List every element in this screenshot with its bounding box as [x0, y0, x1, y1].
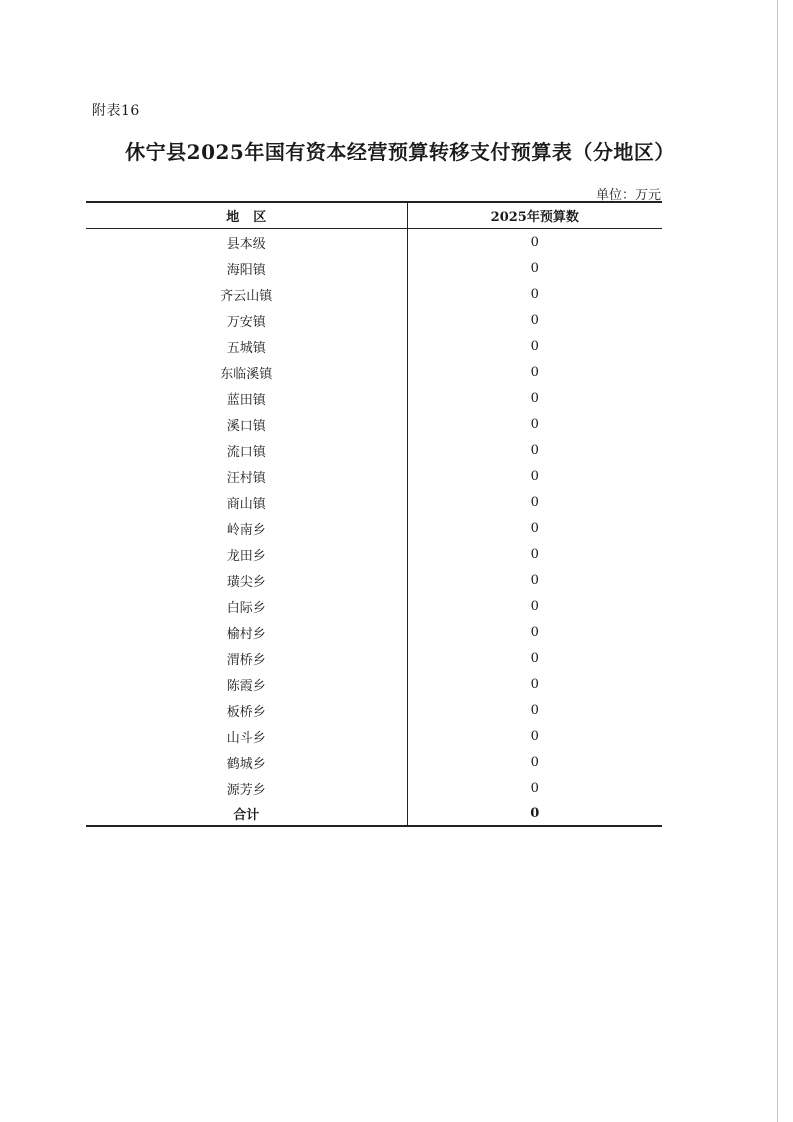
- budget-value-cell: 0: [530, 234, 539, 250]
- table-row: [86, 333, 662, 359]
- table-row: [86, 281, 662, 307]
- region-cell: 流口镇: [86, 437, 407, 463]
- table-row: [86, 463, 662, 489]
- table-row: [86, 385, 662, 411]
- total-label: 合计: [86, 801, 407, 826]
- region-cell: 蓝田镇: [86, 385, 407, 411]
- region-cell: 万安镇: [86, 307, 407, 333]
- budget-value-cell: 0: [530, 728, 539, 744]
- budget-value-cell: 0: [530, 390, 539, 406]
- total-row: [86, 801, 662, 826]
- region-cell: 陈霞乡: [86, 671, 407, 697]
- column-header-region: 地区: [86, 202, 407, 229]
- region-cell: 山斗乡: [86, 723, 407, 749]
- total-value: 0: [407, 801, 662, 826]
- table-row: [86, 255, 662, 281]
- budget-value-cell: 0: [530, 676, 539, 692]
- table-row: [86, 723, 662, 749]
- budget-value-cell: 0: [530, 754, 539, 770]
- budget-value-cell: 0: [530, 598, 539, 614]
- page-title: 休宁县2025年国有资本经营预算转移支付预算表（分地区）: [125, 140, 675, 164]
- budget-value-cell: 0: [530, 468, 539, 484]
- region-cell: 溪口镇: [86, 411, 407, 437]
- budget-value-cell: 0: [530, 286, 539, 302]
- budget-value-cell: 0: [530, 624, 539, 640]
- region-cell: 板桥乡: [86, 697, 407, 723]
- region-cell: 鹤城乡: [86, 749, 407, 775]
- table-header-row: [86, 202, 662, 229]
- table-row: [86, 645, 662, 671]
- table-row: [86, 697, 662, 723]
- budget-value-cell: 0: [530, 312, 539, 328]
- budget-value-cell: 0: [530, 702, 539, 718]
- region-cell: 璜尖乡: [86, 567, 407, 593]
- table-row: [86, 437, 662, 463]
- budget-value-cell: 0: [530, 780, 539, 796]
- scan-edge-line: [777, 0, 778, 1122]
- budget-table: [86, 201, 662, 827]
- budget-value-cell: 0: [530, 416, 539, 432]
- table-row: [86, 749, 662, 775]
- budget-value-cell: 0: [530, 572, 539, 588]
- region-cell: 海阳镇: [86, 255, 407, 281]
- table-row: [86, 541, 662, 567]
- table-row: [86, 619, 662, 645]
- budget-value-cell: 0: [530, 650, 539, 666]
- budget-value-cell: 0: [530, 260, 539, 276]
- region-cell: 汪村镇: [86, 463, 407, 489]
- table-row: [86, 775, 662, 801]
- table-row: [86, 359, 662, 385]
- budget-value-cell: 0: [530, 546, 539, 562]
- region-cell: 榆村乡: [86, 619, 407, 645]
- budget-value-cell: 0: [530, 364, 539, 380]
- region-cell: 东临溪镇: [86, 359, 407, 385]
- table-row: [86, 567, 662, 593]
- region-cell: 龙田乡: [86, 541, 407, 567]
- table-row: [86, 489, 662, 515]
- region-cell: 县本级: [86, 229, 407, 256]
- region-cell: 岭南乡: [86, 515, 407, 541]
- budget-value-cell: 0: [530, 442, 539, 458]
- appendix-label: 附表16: [92, 103, 140, 119]
- region-cell: 渭桥乡: [86, 645, 407, 671]
- table-row: [86, 671, 662, 697]
- table-row: [86, 229, 662, 256]
- table-row: [86, 593, 662, 619]
- table-row: [86, 307, 662, 333]
- region-cell: 源芳乡: [86, 775, 407, 801]
- column-header-budget: 2025年预算数: [407, 202, 662, 229]
- budget-value-cell: 0: [530, 520, 539, 536]
- region-cell: 五城镇: [86, 333, 407, 359]
- unit-label: 单位：万元: [595, 188, 661, 203]
- table-row: [86, 515, 662, 541]
- region-cell: 齐云山镇: [86, 281, 407, 307]
- table-row: [86, 411, 662, 437]
- table-body: [86, 229, 662, 827]
- budget-value-cell: 0: [530, 338, 539, 354]
- region-cell: 白际乡: [86, 593, 407, 619]
- budget-value-cell: 0: [530, 494, 539, 510]
- region-cell: 商山镇: [86, 489, 407, 515]
